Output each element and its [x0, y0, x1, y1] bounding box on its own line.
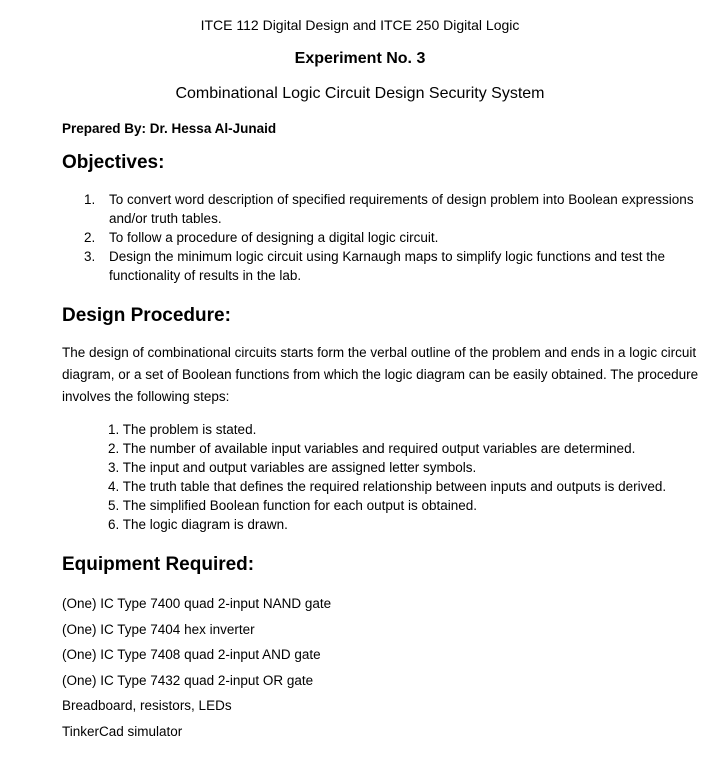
- objective-text: To follow a procedure of designing a digital logic circuit.: [109, 230, 439, 245]
- objective-number: 1.: [84, 192, 96, 207]
- experiment-subtitle: Combinational Logic Circuit Design Security System: [175, 85, 545, 102]
- prepared-by: Prepared By: Dr. Hessa Al-Junaid: [62, 121, 277, 136]
- equipment-item: (One) IC Type 7432 quad 2-input OR gate: [62, 672, 314, 688]
- procedure-step: 1. The problem is stated.: [108, 422, 257, 437]
- procedure-step: 3. The input and output variables are assigned letter symbols.: [108, 460, 477, 475]
- objective-text: To convert word description of specified requirements of design problem into Boolean expressions and/or truth tables.: [109, 192, 694, 226]
- procedure-step: 6. The logic diagram is drawn.: [108, 517, 288, 532]
- procedure-step: 2. The number of available input variables and required output variables are determined.: [108, 441, 636, 456]
- equipment-item: Breadboard, resistors, LEDs: [62, 698, 232, 713]
- equipment-item: (One) IC Type 7400 quad 2-input NAND gate: [62, 596, 332, 611]
- equipment-item: TinkerCad simulator: [62, 723, 183, 739]
- objectives-list: [84, 190, 704, 285]
- equipment-heading: Equipment Required:: [62, 554, 255, 575]
- objectives-heading: Objectives:: [62, 152, 165, 173]
- design-procedure-heading: Design Procedure:: [62, 305, 231, 326]
- equipment-item: (One) IC Type 7404 hex inverter: [62, 621, 255, 637]
- objective-number: 3.: [84, 249, 96, 264]
- course-title: ITCE 112 Digital Design and ITCE 250 Digital Logic: [200, 17, 520, 33]
- procedure-step: 5. The simplified Boolean function for each output is obtained.: [108, 498, 477, 513]
- objective-item: [84, 247, 704, 285]
- experiment-title: Experiment No. 3: [294, 50, 426, 67]
- design-procedure-paragraph: The design of combinational circuits starts form the verbal outline of the problem and ends in a logic circuit diagram, or a set of Boolean functions from which the logic diagram can be easily obtained. The procedure involves the following steps:: [62, 345, 699, 404]
- procedure-step: 4. The truth table that defines the required relationship between inputs and outputs is derived.: [108, 479, 667, 494]
- equipment-list: [62, 591, 331, 744]
- objective-text: Design the minimum logic circuit using Karnaugh maps to simplify logic functions and test the functionality of results in the lab.: [109, 249, 666, 283]
- objective-number: 2.: [84, 230, 96, 245]
- objective-item: [84, 190, 704, 228]
- procedure-steps-list: [108, 420, 666, 534]
- objective-item: [84, 228, 704, 247]
- equipment-item: (One) IC Type 7408 quad 2-input AND gate: [62, 647, 321, 662]
